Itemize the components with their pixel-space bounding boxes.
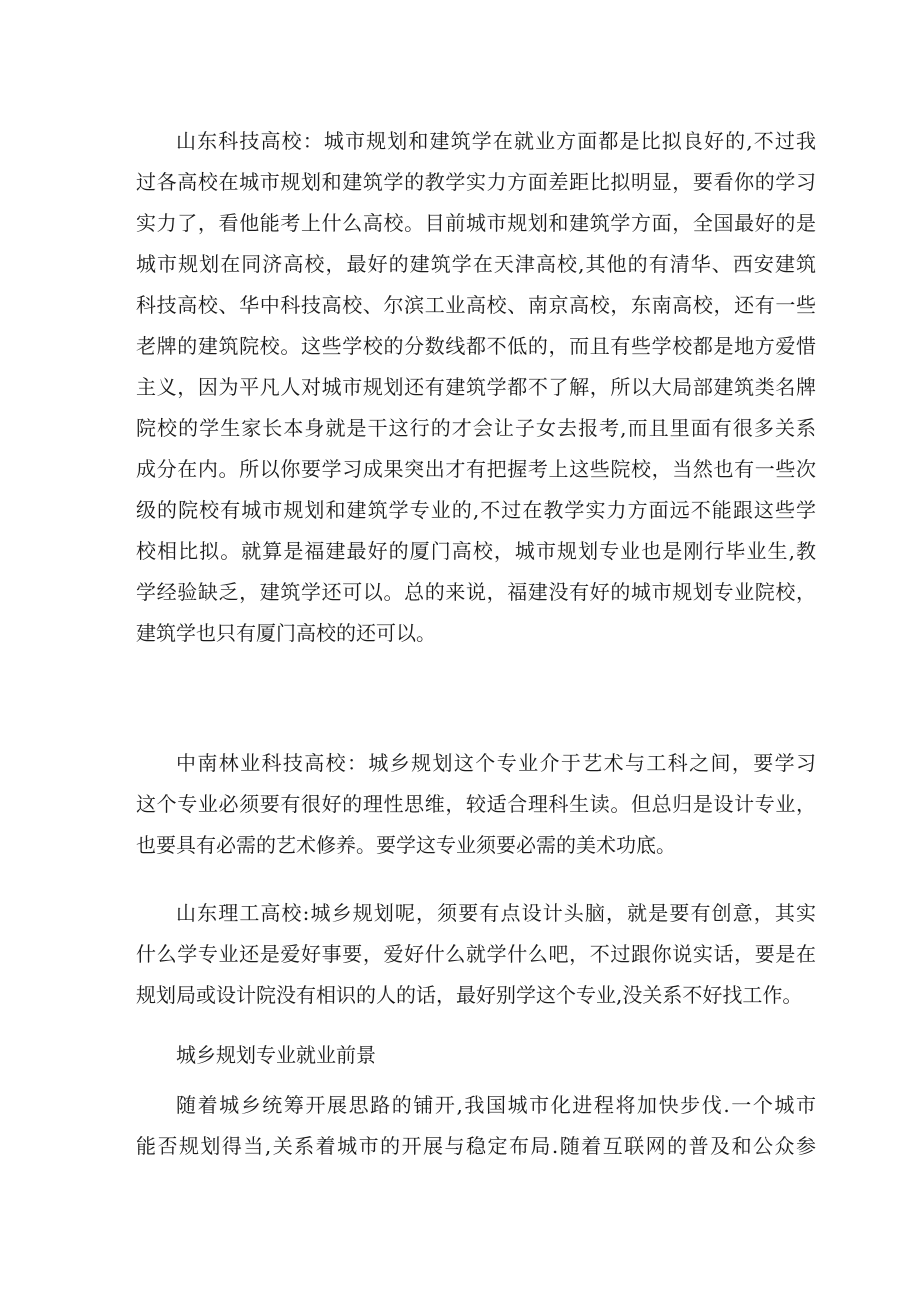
paragraph-line: 山东科技高校：城市规划和建筑学在就业方面都是比拟良好的,不过我 [176,129,816,153]
paragraph-5 [136,1085,816,1167]
paragraph-line: 科技高校、华中科技高校、尔滨工业高校、南京高校，东南高校，还有一些 [136,293,816,317]
paragraph-line: 过各高校在城市规划和建筑学的教学实力方面差距比拟明显，要看你的学习 [136,170,816,194]
paragraph-line: 什么学专业还是爱好事要，爱好什么就学什么吧，不过跟你说实话，要是在 [136,942,816,966]
paragraph-line: 也要具有必需的艺术修养。要学这专业须要必需的美术功底。 [136,833,676,857]
paragraph-line: 规划局或设计院没有相识的人的话，最好别学这个专业,没关系不好找工作。 [136,983,803,1007]
paragraph-line: 校相比拟。就算是福建最好的厦门高校，城市规划专业也是刚行毕业生,教 [136,539,816,563]
section-heading-text: 城乡规划专业就业前景 [176,1043,376,1067]
paragraph-line: 老牌的建筑院校。这些学校的分数线都不低的，而且有些学校都是地方爱惜 [136,334,816,358]
paragraph-1 [136,121,816,654]
paragraph-line: 能否规划得当,关系着城市的开展与稳定布局.随着互联网的普及和公众参 [136,1134,816,1158]
paragraph-line: 级的院校有城市规划和建筑学专业的,不过在教学实力方面远不能跟这些学 [136,498,816,522]
paragraph-line: 成分在内。所以你要学习成果突出才有把握考上这些院校，当然也有一些次 [136,457,816,481]
paragraph-line: 山东理工高校:城乡规划呢，须要有点设计头脑，就是要有创意，其实 [176,901,816,925]
paragraph-line: 建筑学也只有厦门高校的还可以。 [136,621,436,645]
paragraph-line: 实力了，看他能考上什么高校。目前城市规划和建筑学方面，全国最好的是 [136,211,816,235]
paragraph-line: 城市规划在同济高校，最好的建筑学在天津高校,其他的有清华、西安建筑 [136,252,816,276]
paragraph-line: 随着城乡统筹开展思路的铺开,我国城市化进程将加快步伐.一个城市 [176,1093,816,1117]
paragraph-2 [136,743,816,866]
paragraph-line: 院校的学生家长本身就是干这行的才会让子女去报考,而且里面有很多关系 [136,416,816,440]
paragraph-line: 主义，因为平凡人对城市规划还有建筑学都不了解，所以大局部建筑类名牌 [136,375,816,399]
section-heading [136,1035,816,1076]
paragraph-line: 中南林业科技高校：城乡规划这个专业介于艺术与工科之间，要学习 [176,751,816,775]
paragraph-line: 学经验缺乏，建筑学还可以。总的来说，福建没有好的城市规划专业院校， [136,580,816,604]
paragraph-line: 这个专业必须要有很好的理性思维，较适合理科生读。但总归是设计专业， [136,792,816,816]
paragraph-3 [136,893,816,1016]
